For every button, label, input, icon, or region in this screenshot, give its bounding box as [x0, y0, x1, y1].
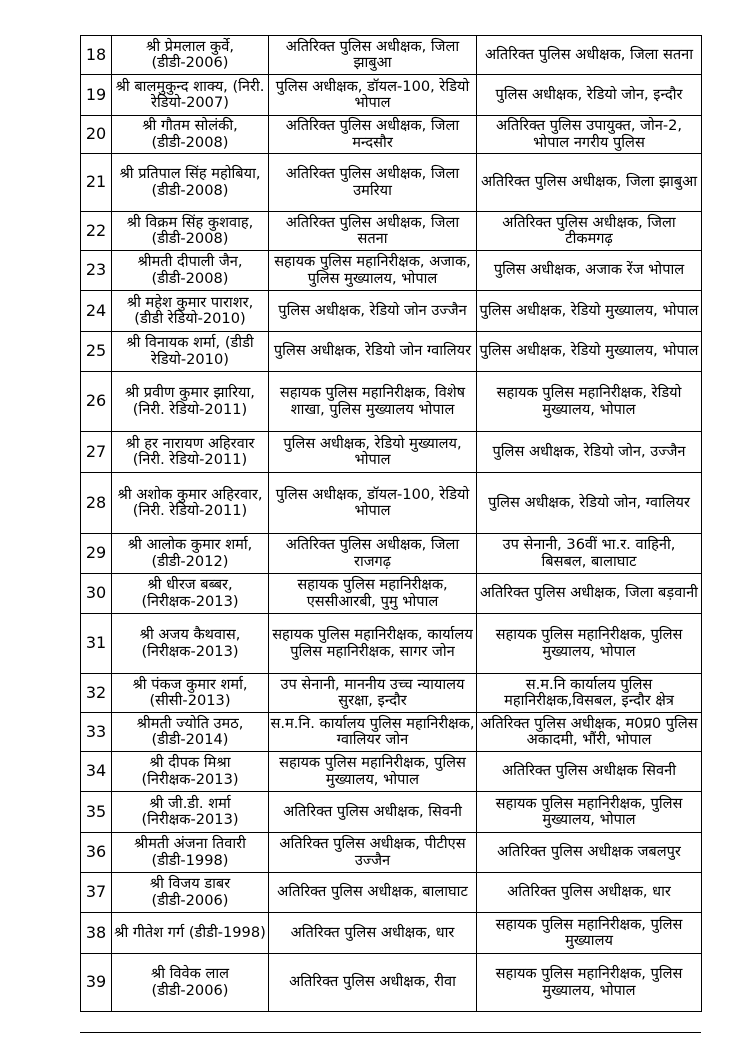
current-posting: स.म.नि. कार्यालय पुलिस महानिरीक्षक, ग्वालियर जोन — [269, 713, 477, 752]
serial-number: 18 — [81, 36, 112, 75]
officer-name: श्री विजय डाबर (डीडी-2006) — [112, 873, 269, 913]
current-posting: अतिरिक्त पुलिस अधीक्षक, बालाघाट — [269, 873, 477, 913]
officer-name: श्री प्रवीण कुमार झारिया, (निरी. रेडियो-2011) — [112, 372, 269, 432]
serial-number: 38 — [81, 913, 112, 954]
officer-name: श्री आलोक कुमार शर्मा, (डीडी-2012) — [112, 534, 269, 574]
serial-number: 28 — [81, 473, 112, 534]
serial-number: 19 — [81, 75, 112, 116]
current-posting: अतिरिक्त पुलिस अधीक्षक, रीवा — [269, 954, 477, 1012]
new-posting: अतिरिक्त पुलिस अधीक्षक, धार — [477, 873, 702, 913]
serial-number: 23 — [81, 251, 112, 291]
officer-name: श्री विवेक लाल (डीडी-2006) — [112, 954, 269, 1012]
officer-name: श्रीमती ज्योति उमठ, (डीडी-2014) — [112, 713, 269, 752]
serial-number: 24 — [81, 291, 112, 332]
serial-number: 37 — [81, 873, 112, 913]
new-posting: अतिरिक्त पुलिस अधीक्षक, जिला टीकमगढ़ — [477, 212, 702, 251]
officer-name: श्री प्रतिपाल सिंह महोबिया, (डीडी-2008) — [112, 154, 269, 212]
officer-name: श्री गौतम सोलंकी, (डीडी-2008) — [112, 116, 269, 154]
new-posting: पुलिस अधीक्षक, अजाक रेंज भोपाल — [477, 251, 702, 291]
current-posting: सहायक पुलिस महानिरीक्षक, कार्यालय पुलिस महानिरीक्षक, सागर जोन — [269, 614, 477, 674]
officer-name: श्री जी.डी. शर्मा (निरीक्षक-2013) — [112, 792, 269, 833]
officer-name: श्री विनायक शर्मा, (डीडी रेडियो-2010) — [112, 332, 269, 372]
table-row — [81, 954, 702, 1012]
new-posting: अतिरिक्त पुलिस अधीक्षक, जिला बड़वानी — [477, 574, 702, 614]
table-bottom-rule — [80, 1032, 701, 1033]
table-row — [81, 372, 702, 432]
current-posting: सहायक पुलिस महानिरीक्षक, पुलिस मुख्यालय, भोपाल — [269, 752, 477, 792]
officer-name: श्री हर नारायण अहिरवार (निरी. रेडियो-2011) — [112, 432, 269, 473]
current-posting: अतिरिक्त पुलिस अधीक्षक, जिला सतना — [269, 212, 477, 251]
new-posting: अतिरिक्त पुलिस अधीक्षक सिवनी — [477, 752, 702, 792]
new-posting: सहायक पुलिस महानिरीक्षक, पुलिस मुख्यालय, भोपाल — [477, 792, 702, 833]
serial-number: 27 — [81, 432, 112, 473]
officer-name: श्रीमती अंजना तिवारी (डीडी-1998) — [112, 833, 269, 873]
officer-name: श्री विक्रम सिंह कुशवाह, (डीडी-2008) — [112, 212, 269, 251]
current-posting: अतिरिक्त पुलिस अधीक्षक, जिला राजगढ़ — [269, 534, 477, 574]
serial-number: 32 — [81, 674, 112, 713]
current-posting: पुलिस अधीक्षक, डॉयल-100, रेडियो भोपाल — [269, 473, 477, 534]
table-row — [81, 473, 702, 534]
current-posting: सहायक पुलिस महानिरीक्षक, विशेष शाखा, पुलिस मुख्यालय भोपाल — [269, 372, 477, 432]
new-posting: पुलिस अधीक्षक, रेडियो जोन, इन्दौर — [477, 75, 702, 116]
officer-name: श्रीमती दीपाली जैन, (डीडी-2008) — [112, 251, 269, 291]
current-posting: अतिरिक्त पुलिस अधीक्षक, जिला झाबुआ — [269, 36, 477, 75]
table-row — [81, 574, 702, 614]
new-posting: पुलिस अधीक्षक, रेडियो मुख्यालय, भोपाल — [477, 332, 702, 372]
serial-number: 30 — [81, 574, 112, 614]
table-row — [81, 251, 702, 291]
serial-number: 34 — [81, 752, 112, 792]
table-row — [81, 36, 702, 75]
current-posting: पुलिस अधीक्षक, रेडियो जोन ग्वालियर — [269, 332, 477, 372]
serial-number: 29 — [81, 534, 112, 574]
table-row — [81, 154, 702, 212]
table-row — [81, 913, 702, 954]
serial-number: 33 — [81, 713, 112, 752]
serial-number: 21 — [81, 154, 112, 212]
table-row — [81, 432, 702, 473]
table-row — [81, 75, 702, 116]
serial-number: 35 — [81, 792, 112, 833]
table-row — [81, 713, 702, 752]
new-posting: अतिरिक्त पुलिस अधीक्षक, जिला सतना — [477, 36, 702, 75]
officer-name: श्री महेश कुमार पाराशर, (डीडी रेडियो-2010) — [112, 291, 269, 332]
current-posting: अतिरिक्त पुलिस अधीक्षक, जिला मन्दसौर — [269, 116, 477, 154]
table-body — [81, 36, 702, 1012]
new-posting: अतिरिक्त पुलिस अधीक्षक, जिला झाबुआ — [477, 154, 702, 212]
current-posting: सहायक पुलिस महानिरीक्षक, एससीआरबी, पुमु भोपाल — [269, 574, 477, 614]
serial-number: 26 — [81, 372, 112, 432]
current-posting: पुलिस अधीक्षक, रेडियो जोन उज्जैन — [269, 291, 477, 332]
table-row — [81, 332, 702, 372]
officer-name: श्री प्रेमलाल कुर्वे, (डीडी-2006) — [112, 36, 269, 75]
current-posting: अतिरिक्त पुलिस अधीक्षक, पीटीएस उज्जैन — [269, 833, 477, 873]
table-row — [81, 674, 702, 713]
table-row — [81, 212, 702, 251]
serial-number: 22 — [81, 212, 112, 251]
table-row — [81, 873, 702, 913]
current-posting: उप सेनानी, माननीय उच्च न्यायालय सुरक्षा, इन्दौर — [269, 674, 477, 713]
serial-number: 31 — [81, 614, 112, 674]
current-posting: पुलिस अधीक्षक, डॉयल-100, रेडियो भोपाल — [269, 75, 477, 116]
table-row — [81, 116, 702, 154]
serial-number: 39 — [81, 954, 112, 1012]
serial-number: 36 — [81, 833, 112, 873]
officer-name: श्री अशोक कुमार अहिरवार, (निरी. रेडियो-2011) — [112, 473, 269, 534]
serial-number: 25 — [81, 332, 112, 372]
officer-name: श्री पंकज कुमार शर्मा, (सीसी-2013) — [112, 674, 269, 713]
new-posting: पुलिस अधीक्षक, रेडियो मुख्यालय, भोपाल — [477, 291, 702, 332]
new-posting: स.म.नि कार्यालय पुलिस महानिरीक्षक,विसबल, इन्दौर क्षेत्र — [477, 674, 702, 713]
transfer-list-table — [80, 35, 702, 1012]
new-posting: अतिरिक्त पुलिस अधीक्षक, म0प्र0 पुलिस अकादमी, भौंरी, भोपाल — [477, 713, 702, 752]
table-row — [81, 833, 702, 873]
current-posting: अतिरिक्त पुलिस अधीक्षक, जिला उमरिया — [269, 154, 477, 212]
current-posting: अतिरिक्त पुलिस अधीक्षक, सिवनी — [269, 792, 477, 833]
officer-name: श्री बालमुकुन्द शाक्य, (निरी. रेडियो-2007) — [112, 75, 269, 116]
new-posting: अतिरिक्त पुलिस अधीक्षक जबलपुर — [477, 833, 702, 873]
table-row — [81, 534, 702, 574]
new-posting: पुलिस अधीक्षक, रेडियो जोन, ग्वालियर — [477, 473, 702, 534]
officer-name: श्री अजय कैथवास, (निरीक्षक-2013) — [112, 614, 269, 674]
serial-number: 20 — [81, 116, 112, 154]
table-row — [81, 752, 702, 792]
new-posting: पुलिस अधीक्षक, रेडियो जोन, उज्जैन — [477, 432, 702, 473]
current-posting: पुलिस अधीक्षक, रेडियो मुख्यालय, भोपाल — [269, 432, 477, 473]
new-posting: सहायक पुलिस महानिरीक्षक, पुलिस मुख्यालय — [477, 913, 702, 954]
new-posting: सहायक पुलिस महानिरीक्षक, पुलिस मुख्यालय, भोपाल — [477, 614, 702, 674]
table-row — [81, 291, 702, 332]
officer-name: श्री दीपक मिश्रा (निरीक्षक-2013) — [112, 752, 269, 792]
table-row — [81, 614, 702, 674]
new-posting: अतिरिक्त पुलिस उपायुक्त, जोन-2, भोपाल नगरीय पुलिस — [477, 116, 702, 154]
officer-name: श्री गीतेश गर्ग (डीडी-1998) — [112, 913, 269, 954]
current-posting: अतिरिक्त पुलिस अधीक्षक, धार — [269, 913, 477, 954]
current-posting: सहायक पुलिस महानिरीक्षक, अजाक, पुलिस मुख्यालय, भोपाल — [269, 251, 477, 291]
new-posting: सहायक पुलिस महानिरीक्षक, पुलिस मुख्यालय, भोपाल — [477, 954, 702, 1012]
new-posting: उप सेनानी, 36वीं भा.र. वाहिनी, बिसबल, बालाघाट — [477, 534, 702, 574]
officer-name: श्री धीरज बब्बर, (निरीक्षक-2013) — [112, 574, 269, 614]
new-posting: सहायक पुलिस महानिरीक्षक, रेडियो मुख्यालय, भोपाल — [477, 372, 702, 432]
table-row — [81, 792, 702, 833]
